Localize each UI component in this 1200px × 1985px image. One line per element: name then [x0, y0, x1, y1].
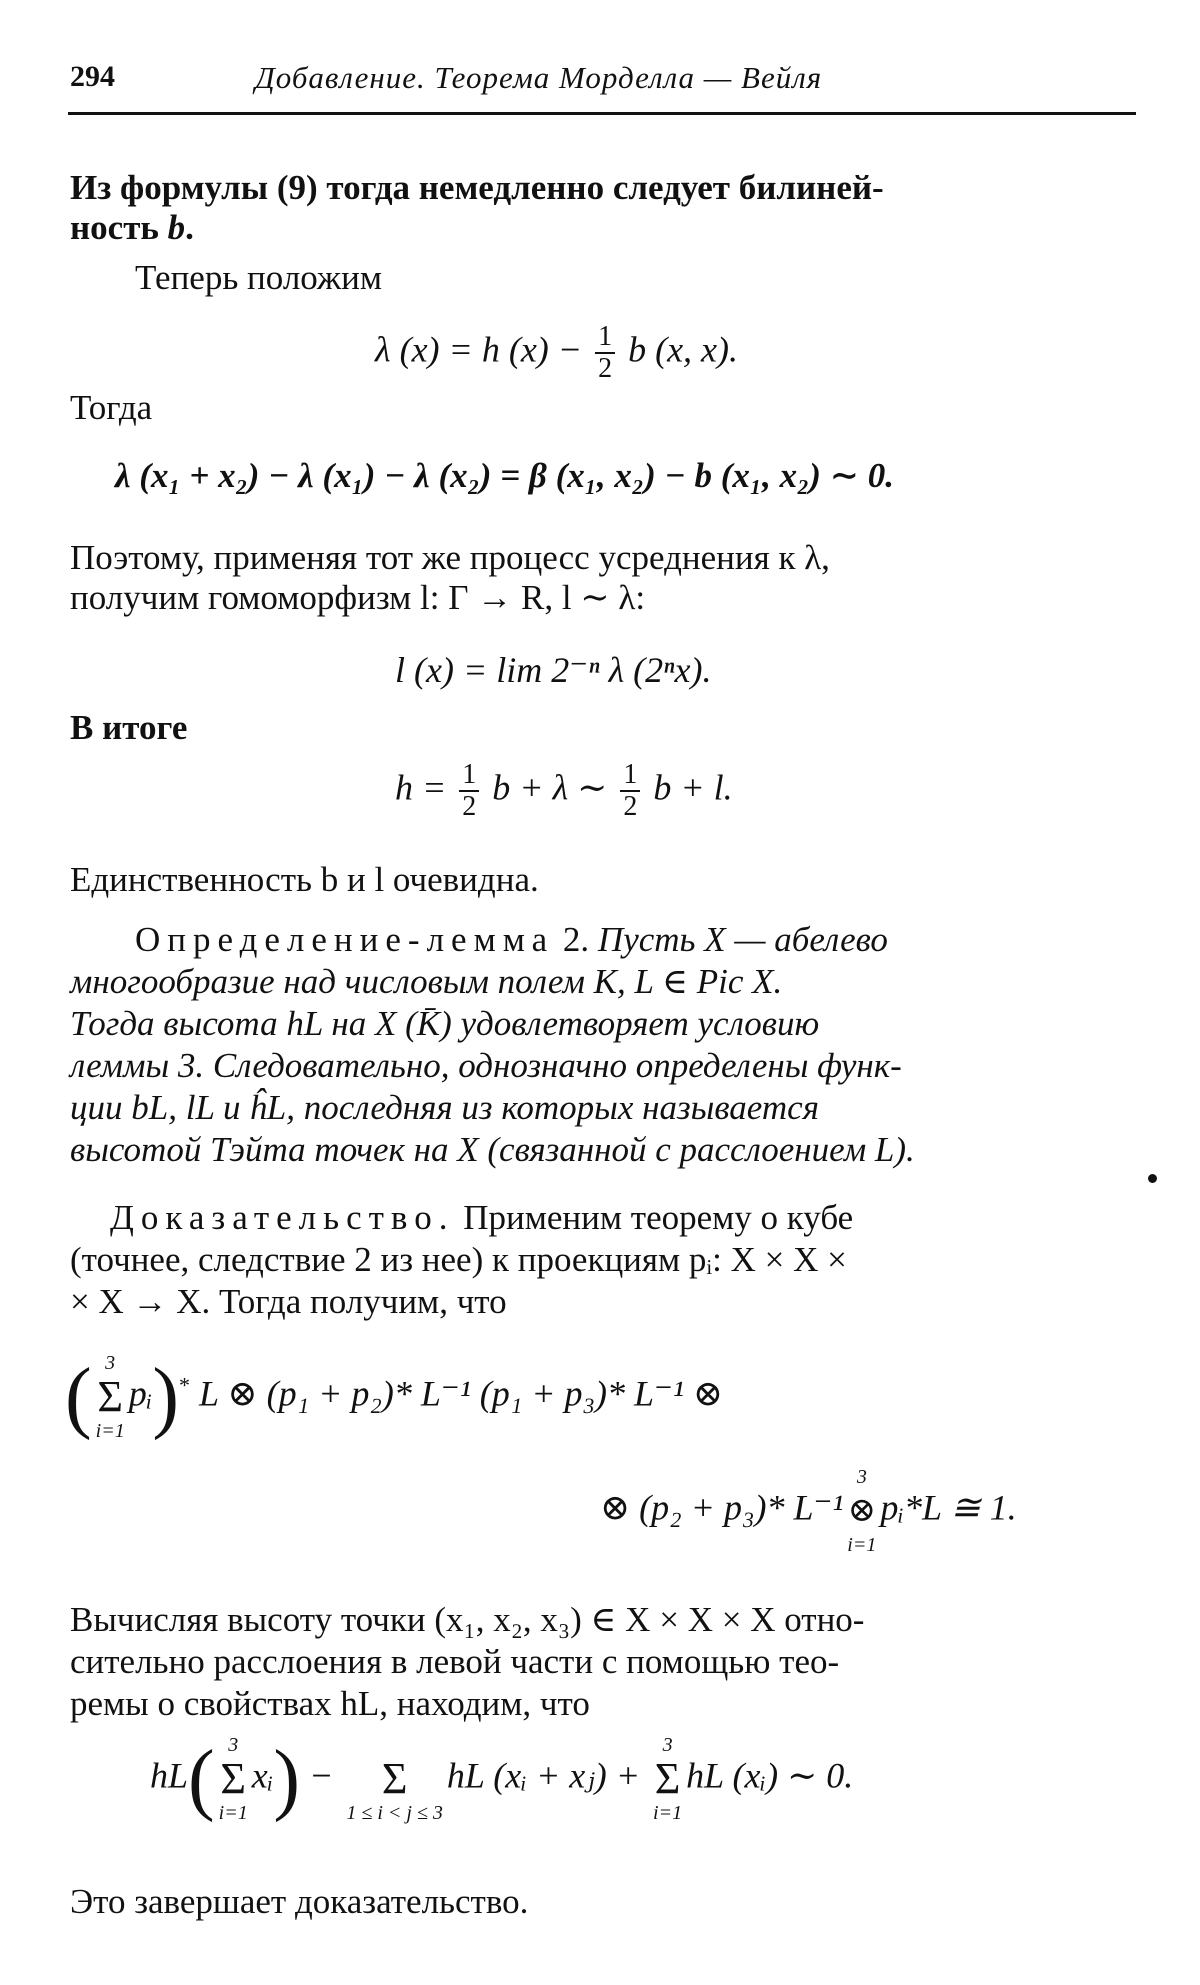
definition-line2: многообразие над числовым полем K, L ∈ Pic X.: [70, 962, 783, 1001]
page-number: 294: [70, 60, 115, 93]
formula1-frac-num: 1: [595, 322, 615, 354]
formula5-line2-end: pᵢ*L ≅ 1.: [880, 1487, 1017, 1528]
para3-text: Тогда: [70, 388, 153, 427]
proof-line2: (точнее, следствие 2 из нее) к проекциям pᵢ: X × X ×: [70, 1240, 847, 1279]
para7-line2: сительно расслоения в левой части с помощью тео-: [70, 1642, 840, 1681]
para6-text: Единственность b и l очевидна.: [70, 860, 539, 899]
definition-line5: ции bL, lL и ĥL, последняя из которых называется: [70, 1088, 819, 1127]
running-title: Добавление. Теорема Морделла — Вейля: [255, 60, 823, 95]
sum-symbol-icon: Σ: [97, 1372, 123, 1421]
formula5-otimes-top: 3: [856, 1466, 867, 1488]
formula6: [150, 1734, 853, 1824]
formula5-right-paren: ): [152, 1353, 180, 1441]
para1-line2-text: ность: [70, 208, 168, 247]
end-of-statement-mark: [1148, 1174, 1157, 1183]
formula6-sum3: [653, 1734, 682, 1824]
para1-line1: Из формулы (9) тогда немедленно следует билиней-: [70, 168, 884, 207]
formula6-left-paren: (: [188, 1735, 215, 1823]
formula4-fraction1: [459, 760, 479, 822]
formula6-sum2-top-empty: [346, 1734, 443, 1756]
formula4-frac2-den: 2: [623, 791, 638, 822]
formula5-star: *: [179, 1372, 191, 1398]
para1-variable: b: [167, 208, 186, 247]
formula4-frac1-den: 2: [462, 791, 477, 822]
para7-line3: ремы о свойствах hL, находим, что: [70, 1684, 590, 1723]
definition-line6: высотой Тэйта точек на X (связанной с расслоением L).: [70, 1130, 915, 1169]
formula6-sum3-top: 3: [662, 1734, 673, 1756]
formula6-sum3-bottom: i=1: [653, 1802, 683, 1824]
formula4-part2: b + λ ∼: [483, 767, 617, 808]
formula6-start: hL: [150, 1755, 189, 1796]
formula5-otimes-bottom: i=1: [847, 1534, 877, 1556]
formula6-mid: −: [300, 1755, 343, 1796]
formula4-frac2-num: 1: [620, 760, 640, 792]
formula6-sum1-top: 3: [228, 1734, 239, 1756]
definition-line3: Тогда высота hL на X (K̄) удовлетворяет условию: [70, 1004, 820, 1043]
formula4: [395, 760, 733, 822]
formula5-sum-bottom: i=1: [95, 1420, 125, 1442]
para7-line1: Вычисляя высоту точки (x₁, x₂, x₃) ∈ X × X × X отно-: [70, 1600, 865, 1639]
formula1: [375, 322, 738, 384]
formula1-frac-den: 2: [598, 353, 613, 384]
formula5-line1: [65, 1352, 723, 1442]
formula6-sum1: [219, 1734, 248, 1824]
formula4-part3: b + l.: [644, 767, 733, 808]
formula1-fraction: [595, 322, 615, 384]
definition-label: Определение-лемма: [135, 920, 555, 959]
formula5-sum-top: 3: [105, 1352, 116, 1374]
definition-line1: [135, 920, 888, 960]
formula6-sum2: [346, 1734, 443, 1824]
sum-symbol-icon: Σ: [381, 1754, 408, 1803]
formula4-frac1-num: 1: [459, 760, 479, 792]
formula2: λ (x₁ + x₂) − λ (x₁) − λ (x₂) = β (x₁, x₂) − b (x₁, x₂) ∼ 0.: [115, 456, 895, 495]
para8-text: Это завершает доказательство.: [70, 1882, 529, 1921]
header-rule: [68, 112, 1136, 115]
proof-line3: × X → X. Тогда получим, что: [70, 1282, 507, 1321]
formula5-line1-rest: L ⊗ (p₁ + p₂)* L⁻¹ (p₁ + p₃)* L⁻¹ ⊗: [199, 1373, 723, 1414]
definition-line1-tail: Пусть X — абелево: [597, 920, 888, 959]
formula5-sum-term: pᵢ: [128, 1373, 153, 1414]
formula6-sum1-bottom: i=1: [218, 1802, 248, 1824]
otimes-symbol-icon: ⊗: [847, 1492, 877, 1529]
proof-line1-tail: Применим теорему о кубе: [454, 1198, 854, 1237]
formula5-line2: [600, 1466, 1017, 1556]
definition-line4: леммы 3. Следовательно, однозначно определены функ-: [70, 1046, 902, 1085]
para4-line1: Поэтому, применяя тот же процесс усреднения к λ,: [70, 538, 830, 577]
formula5-line2-start: ⊗ (p₂ + p₃)* L⁻¹: [600, 1487, 844, 1528]
para5-text: В итоге: [70, 708, 188, 747]
formula6-sum2-bottom: 1 ≤ i < j ≤ 3: [346, 1802, 443, 1824]
proof-label: Доказательство.: [110, 1198, 455, 1237]
proof-line1: [110, 1198, 853, 1238]
formula6-right-paren: ): [273, 1735, 301, 1823]
para2-text: Теперь положим: [135, 258, 382, 297]
formula6-sum1-term: xᵢ: [251, 1755, 274, 1796]
formula5-sum: [96, 1352, 125, 1442]
formula6-end: hL (xᵢ) ∼ 0.: [686, 1755, 854, 1796]
sum-symbol-icon: Σ: [654, 1754, 681, 1803]
para4-line2: получим гомоморфизм l: Γ → R, l ∼ λ:: [70, 578, 646, 617]
sum-symbol-icon: Σ: [220, 1754, 246, 1803]
para1-line2-end: .: [185, 208, 194, 247]
formula4-fraction2: [620, 760, 640, 822]
formula3: l (x) = lim 2⁻ⁿ λ (2ⁿx).: [395, 650, 712, 690]
formula1-right: b (x, x).: [619, 329, 739, 370]
formula6-sum2-term: hL (xᵢ + xⱼ) +: [446, 1755, 650, 1796]
definition-number: 2.: [554, 920, 598, 959]
formula5-left-paren: (: [65, 1353, 92, 1441]
formula4-part1: h =: [395, 767, 456, 808]
para1-line2: [70, 208, 194, 248]
formula1-left: λ (x) = h (x) −: [375, 329, 592, 370]
formula5-otimes: [847, 1466, 876, 1556]
